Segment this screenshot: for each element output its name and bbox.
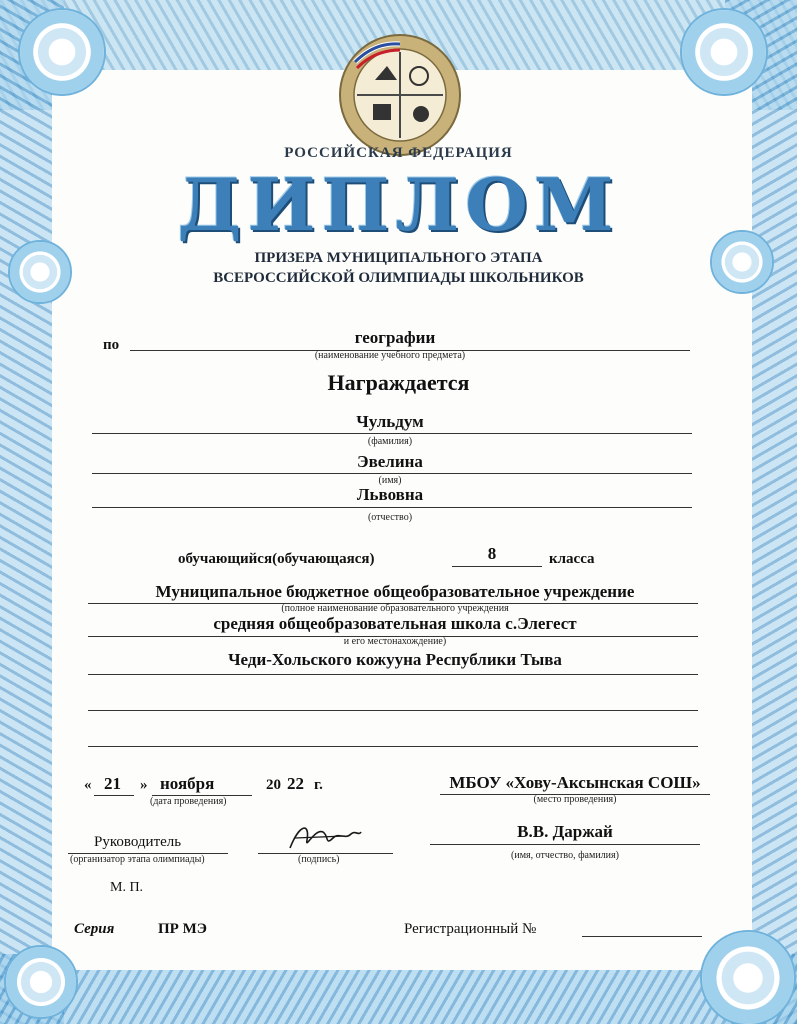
school-caption-2: и его местонахождение) — [343, 636, 447, 647]
signer-name: В.В. Даржай — [517, 822, 613, 841]
patronymic-value: Львовна — [356, 485, 424, 504]
first-name-underline — [92, 473, 692, 474]
diploma-subtitle-line-1: ПРИЗЕРА МУНИЦИПАЛЬНОГО ЭТАПА — [254, 250, 543, 266]
date-caption: (дата проведения) — [150, 796, 227, 807]
diploma-subtitle-line-2: ВСЕРОССИЙСКОЙ ОЛИМПИАДЫ ШКОЛЬНИКОВ — [213, 270, 584, 286]
registration-underline — [582, 936, 702, 937]
date-close-quote: » — [140, 777, 148, 793]
date-year-prefix: 20 — [266, 777, 281, 793]
date-year-suffix: 22 — [287, 774, 304, 793]
rosette-ornament-bottom-left — [4, 945, 78, 1019]
date-open-quote: « — [84, 777, 92, 793]
first-name-caption: (имя) — [378, 475, 402, 486]
surname-underline — [92, 433, 692, 434]
date-month: ноября — [160, 774, 215, 793]
signer-role-caption: (организатор этапа олимпиады) — [70, 854, 205, 865]
venue-caption: (место проведения) — [533, 794, 617, 805]
registration-label: Регистрационный № — [404, 921, 537, 937]
country-heading: РОССИЙСКАЯ ФЕДЕРАЦИЯ — [284, 145, 513, 161]
rosette-ornament-top-left — [18, 8, 106, 96]
surname-value: Чульдум — [356, 412, 424, 431]
school-caption-1: (полное наименование образовательного учреждения — [281, 603, 509, 614]
grade-value: 8 — [487, 544, 497, 563]
subject-caption: (наименование учебного предмета) — [314, 350, 466, 361]
date-day-underline — [94, 795, 134, 796]
signer-name-caption: (имя, отчество, фамилия) — [511, 850, 619, 861]
patronymic-caption: (отчество) — [367, 512, 413, 523]
blank-line-2 — [88, 746, 698, 747]
date-year-unit: г. — [314, 777, 323, 793]
series-label: Серия — [74, 921, 115, 937]
school-line-3: Чеди-Хольского кожууна Республики Тыва — [228, 650, 562, 669]
stamp-place-label: М. П. — [110, 880, 144, 895]
handwritten-signature — [285, 818, 365, 858]
school-line-3-underline — [88, 674, 698, 675]
series-value: ПР МЭ — [158, 921, 207, 937]
signature-caption: (подпись) — [298, 854, 340, 865]
rosette-ornament-bottom-right — [700, 930, 796, 1024]
grade-underline — [452, 566, 542, 567]
signer-role: Руководитель — [94, 834, 182, 850]
grade-suffix: класса — [549, 551, 595, 567]
signer-name-underline — [430, 844, 700, 845]
subject-value: географии — [354, 328, 436, 347]
school-line-2: средняя общеобразовательная школа с.Элегест — [213, 614, 577, 633]
first-name-value: Эвелина — [357, 452, 423, 471]
rosette-ornament-top-right — [680, 8, 768, 96]
olympiad-emblem — [335, 30, 465, 160]
surname-caption: (фамилия) — [367, 436, 413, 447]
grade-prefix: обучающийся(обучающаяся) — [178, 551, 375, 567]
diploma-title: ДИПЛОМ — [177, 162, 620, 247]
blank-line-1 — [88, 710, 698, 711]
patronymic-underline — [92, 507, 692, 508]
awarded-label: Награждается — [327, 370, 470, 395]
school-line-1: Муниципальное бюджетное общеобразовательное учреждение — [155, 582, 635, 601]
subject-prefix: по — [103, 337, 120, 353]
date-day: 21 — [104, 774, 121, 793]
venue-value: МБОУ «Хову-Аксынская СОШ» — [449, 773, 701, 792]
